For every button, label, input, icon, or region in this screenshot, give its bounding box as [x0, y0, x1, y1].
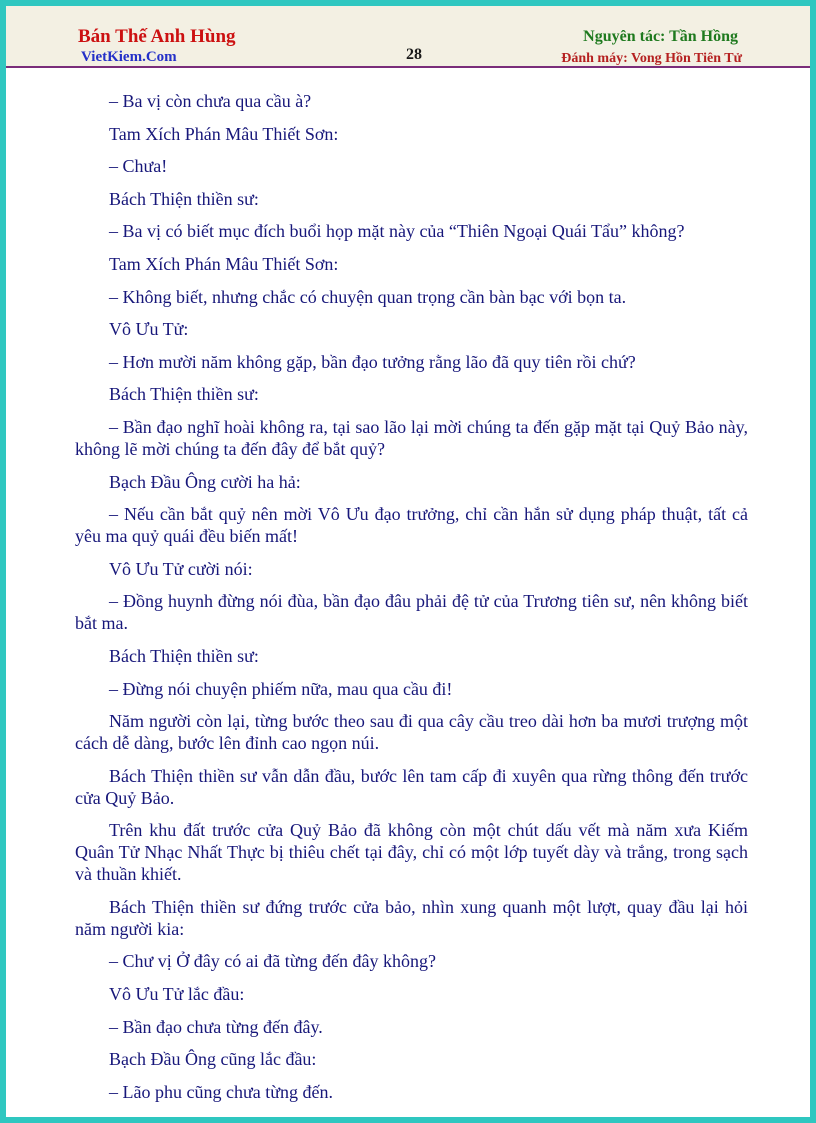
author-credit: Nguyên tác: Tần Hồng [583, 28, 738, 45]
paragraph: – Hơn mười năm không gặp, bần đạo tưởng rằng lão đã quy tiên rồi chứ? [109, 351, 636, 372]
paragraph: Bạch Đầu Ông cười ha hả: [109, 471, 301, 492]
page-number: 28 [406, 46, 422, 63]
book-title: Bán Thế Anh Hùng [78, 26, 236, 47]
typist-credit: Đánh máy: Vong Hồn Tiên Tử [561, 51, 742, 66]
paragraph: – Ba vị còn chưa qua cầu à? [109, 91, 312, 111]
paragraph: – Ba vị có biết mục đích buổi họp mặt này của “Thiên Ngoại Quái Tẩu” không? [109, 221, 685, 242]
paragraph: – Chư vị Ở đây có ai đã từng đến đây không? [109, 951, 436, 972]
paragraph: – Bần đạo chưa từng đến đây. [109, 1016, 323, 1037]
story-text [75, 90, 748, 1113]
paragraph: – Đừng nói chuyện phiếm nữa, mau qua cầu đi! [109, 678, 453, 699]
paragraph: Trên khu đất trước cửa Quỷ Bảo đã không còn một chút dấu vết mà năm xưa Kiếm Quân Tử Nhạc Nhất Thực bị thiêu chết tại đây, chỉ có một lớp tuyết dày và trắng, trong sạch và thuần khiết. [75, 820, 748, 885]
paragraph: Bách Thiện thiền sư: [109, 645, 259, 666]
paragraph: Vô Ưu Tử: [109, 319, 189, 340]
paragraph: Năm người còn lại, từng bước theo sau đi qua cây cầu treo dài hơn ba mươi trượng một cách dễ dàng, bước lên đỉnh cao ngọn núi. [75, 711, 748, 754]
paragraph: – Chưa! [109, 156, 168, 177]
paragraph: Bách Thiện thiền sư: [109, 188, 259, 209]
paragraph: – Không biết, nhưng chắc có chuyện quan trọng cần bàn bạc với bọn ta. [109, 286, 627, 307]
paragraph: Vô Ưu Tử cười nói: [109, 558, 253, 579]
header-divider [6, 66, 810, 68]
paragraph: Bách Thiện thiền sư đứng trước cửa bảo, nhìn xung quanh một lượt, quay đầu lại hỏi năm người kia: [75, 896, 748, 939]
paragraph: Vô Ưu Tử lắc đầu: [109, 984, 245, 1005]
paragraph: – Nếu cần bắt quỷ nên mời Vô Ưu đạo trưởng, chỉ cần hắn sử dụng pháp thuật, tất cả yêu ma quỷ quái đều biến mất! [75, 504, 748, 547]
paragraph: – Đồng huynh đừng nói đùa, bần đạo đâu phải đệ tử của Trương tiên sư, nên không biết bắt ma. [75, 591, 748, 634]
paragraph: Bạch Đầu Ông cũng lắc đầu: [109, 1049, 317, 1070]
paragraph: Tam Xích Phán Mâu Thiết Sơn: [109, 123, 339, 144]
site-link[interactable]: VietKiem.Com [81, 49, 177, 65]
paragraph: Bách Thiện thiền sư: [109, 384, 259, 405]
paragraph: Tam Xích Phán Mâu Thiết Sơn: [109, 253, 339, 274]
paragraph: Bách Thiện thiền sư vẫn dẫn đầu, bước lên tam cấp đi xuyên qua rừng thông đến trước cửa Quỷ Bảo. [75, 765, 748, 808]
page-header [6, 6, 810, 66]
paragraph: – Lão phu cũng chưa từng đến. [109, 1081, 333, 1102]
paragraph: – Bần đạo nghĩ hoài không ra, tại sao lão lại mời chúng ta đến gặp mặt tại Quỷ Bảo này, không lẽ mời chúng ta đến đây để bắt quỷ? [75, 416, 748, 459]
